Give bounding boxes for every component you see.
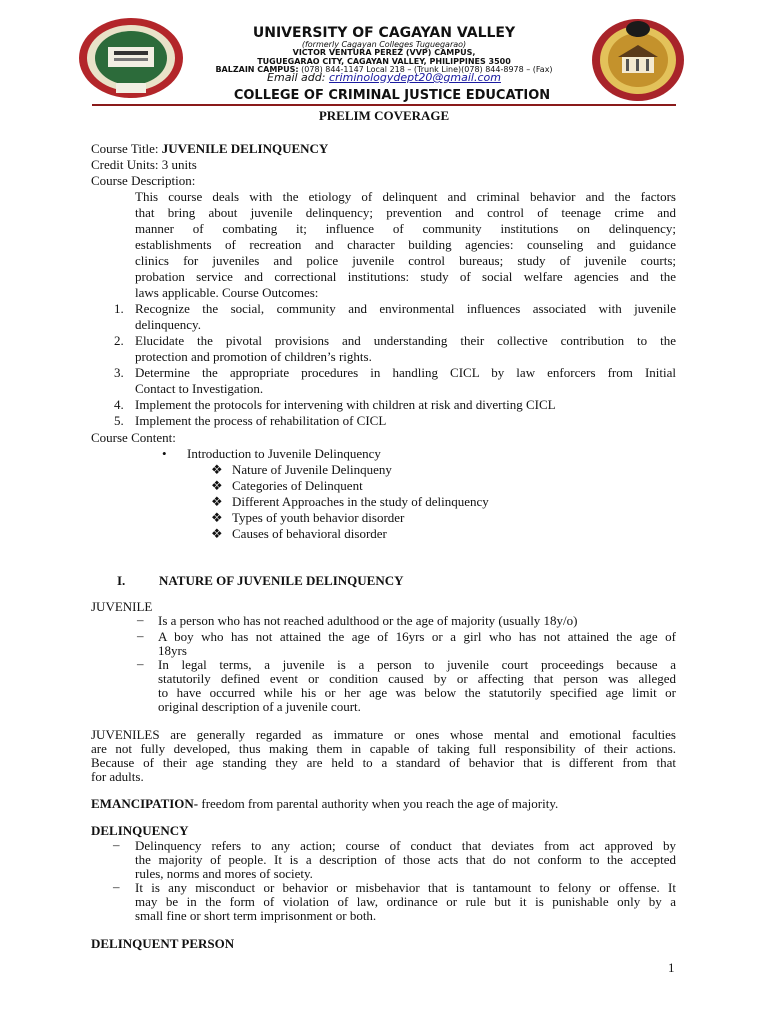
course-title: JUVENILE DELINQUENCY [161, 141, 329, 156]
section-title: NATURE OF JUVENILE DELINQUENCY [159, 573, 404, 588]
juvenile-definition-line: to have occurred while his or her age was below the statutorily specified age limit or [158, 685, 676, 700]
outcome-text: Implement the protocols for intervening with children at risk and diverting CICL [135, 397, 556, 412]
page-heading: PRELIM COVERAGE [318, 108, 450, 123]
juvenile-definition-line: 18yrs [158, 643, 187, 658]
campus-address: TUGUEGARAO CITY, CAGAYAN VALLEY, PHILIPPINES 3500 [257, 57, 511, 66]
delinquency-label: DELINQUENCY [91, 823, 189, 838]
description-line: laws applicable. Course Outcomes: [135, 285, 319, 300]
phone-numbers: (078) 844-1147 Local 218 – (Trunk Line)(078) 844-8978 – (Fax) [301, 65, 553, 74]
description-line: probation service and correctional institutions: study of social welfare agencies and the [135, 269, 676, 284]
email-link[interactable]: criminologydept20@gmail.com [328, 71, 501, 84]
college-name: COLLEGE OF CRIMINAL JUSTICE EDUCATION [233, 88, 551, 103]
juvenile-definition-line: Is a person who has not reached adulthood or the age of majority (usually 18y/o) [158, 613, 578, 628]
delinquent-person-label: DELINQUENT PERSON [91, 936, 235, 951]
outcome-number: 2. [114, 333, 124, 348]
diamond-bullet-icon: ❖ [211, 526, 223, 541]
content-sub-item: Causes of behavioral disorder [232, 526, 387, 541]
course-title-label: Course Title: [91, 141, 159, 156]
header-divider [92, 104, 676, 106]
dash-marker: – [113, 879, 120, 894]
delinquency-definition-line: may be in the form of violation of law, ordinance or rule but it is punishable only by a [135, 894, 676, 909]
balzain-label: BALZAIN CAMPUS: [215, 65, 299, 74]
outcome-number: 5. [114, 413, 124, 428]
content-sub-item: Types of youth behavior disorder [232, 510, 405, 525]
dash-marker: – [137, 656, 144, 671]
delinquency-definition-line: small fine or short term imprisonment or both. [135, 908, 377, 923]
campus-name: VICTOR VENTURA PEREZ (VVP) CAMPUS, [292, 48, 476, 57]
juveniles-paragraph-line: are not fully developed, thus making them in capable of taking full responsibility of their actions. [91, 741, 676, 756]
juveniles-paragraph-line: for adults. [91, 769, 144, 784]
description-line: This course deals with the etiology of delinquent and criminal behavior and the factors [135, 189, 676, 204]
juvenile-definition-line: original description of a juvenile court. [158, 699, 361, 714]
diamond-bullet-icon: ❖ [211, 478, 223, 493]
juveniles-paragraph-line: Because of their age standing they are held to a standard of behavior that is different from that [91, 755, 676, 770]
university-name: UNIVERSITY OF CAGAYAN VALLEY [252, 25, 516, 41]
content-sub-item: Different Approaches in the study of delinquency [232, 494, 489, 509]
diamond-bullet-icon: ❖ [211, 494, 223, 509]
outcome-text: Contact to Investigation. [135, 381, 264, 396]
outcome-text: Recognize the social, community and environmental influences associated with juvenile [135, 301, 676, 316]
bullet-marker: • [162, 446, 167, 461]
emancipation-term: EMANCIPATION- [91, 796, 199, 811]
section-number: I. [117, 573, 126, 588]
content-sub-item: Nature of Juvenile Delinqueny [232, 462, 392, 477]
outcome-number: 4. [114, 397, 124, 412]
credit-units: Credit Units: 3 units [91, 157, 197, 172]
juvenile-definition-line: In legal terms, a juvenile is a person to juvenile court proceedings because a [158, 657, 676, 672]
outcome-number: 3. [114, 365, 124, 380]
outcome-text: Elucidate the pivotal provisions and understanding their collective contribution to the [135, 333, 676, 348]
dash-marker: – [137, 628, 144, 643]
delinquency-definition-line: Delinquency refers to any action; course of conduct that deviates from act approved by [135, 838, 676, 853]
outcome-number: 1. [114, 301, 124, 316]
dash-marker: – [137, 612, 144, 627]
description-line: manner of combating it; influence of community institutions on delinquency; [135, 221, 676, 236]
outcome-text: Determine the appropriate procedures in handling CICL by law enforcers from Initial [135, 365, 676, 380]
juvenile-definition-line: A boy who has not attained the age of 16yrs or a girl who has not attained the age of [158, 629, 676, 644]
course-title-line [91, 141, 328, 157]
description-line: clinics for juveniles and police juvenile control bureaus; study of juvenile courts; [135, 253, 676, 268]
description-line: establishments of recreation and character building agencies: counseling and guidance [135, 237, 676, 252]
email-line [0, 71, 768, 84]
course-description-label: Course Description: [91, 173, 196, 188]
dash-marker: – [113, 837, 120, 852]
page-number: 1 [668, 960, 675, 975]
outcome-text: protection and promotion of children’s rights. [135, 349, 372, 364]
juveniles-paragraph-line: JUVENILES are generally regarded as immature or ones whose mental and emotional faculties [91, 727, 676, 742]
description-line: that bring about juvenile delinquency; prevention and control of teenage crime and [135, 205, 676, 220]
delinquency-definition-line: the majority of people. It is a description of those acts that do not conform to the accepted [135, 852, 676, 867]
email-label: Email add: [267, 71, 326, 84]
content-main-item: Introduction to Juvenile Delinquency [187, 446, 381, 461]
diamond-bullet-icon: ❖ [211, 510, 223, 525]
emancipation-definition: freedom from parental authority when you reach the age of majority. [198, 796, 559, 811]
delinquency-definition-line: rules, norms and mores of society. [135, 866, 313, 881]
course-content-label: Course Content: [91, 430, 176, 445]
emancipation-line [91, 796, 558, 812]
diamond-bullet-icon: ❖ [211, 462, 223, 477]
juvenile-definition-line: statutorily defined event or condition caused by or affecting that person was alleged [158, 671, 676, 686]
content-sub-item: Categories of Delinquent [232, 478, 363, 493]
outcome-text: Implement the process of rehabilitation of CICL [135, 413, 387, 428]
delinquency-definition-line: It is any misconduct or behavior or misbehavior that is tantamount to felony or offense. It [135, 880, 676, 895]
formerly-name: (formerly Cagayan Colleges Tuguegarao) [301, 40, 467, 49]
juvenile-label: JUVENILE [91, 599, 153, 614]
outcome-text: delinquency. [135, 317, 201, 332]
